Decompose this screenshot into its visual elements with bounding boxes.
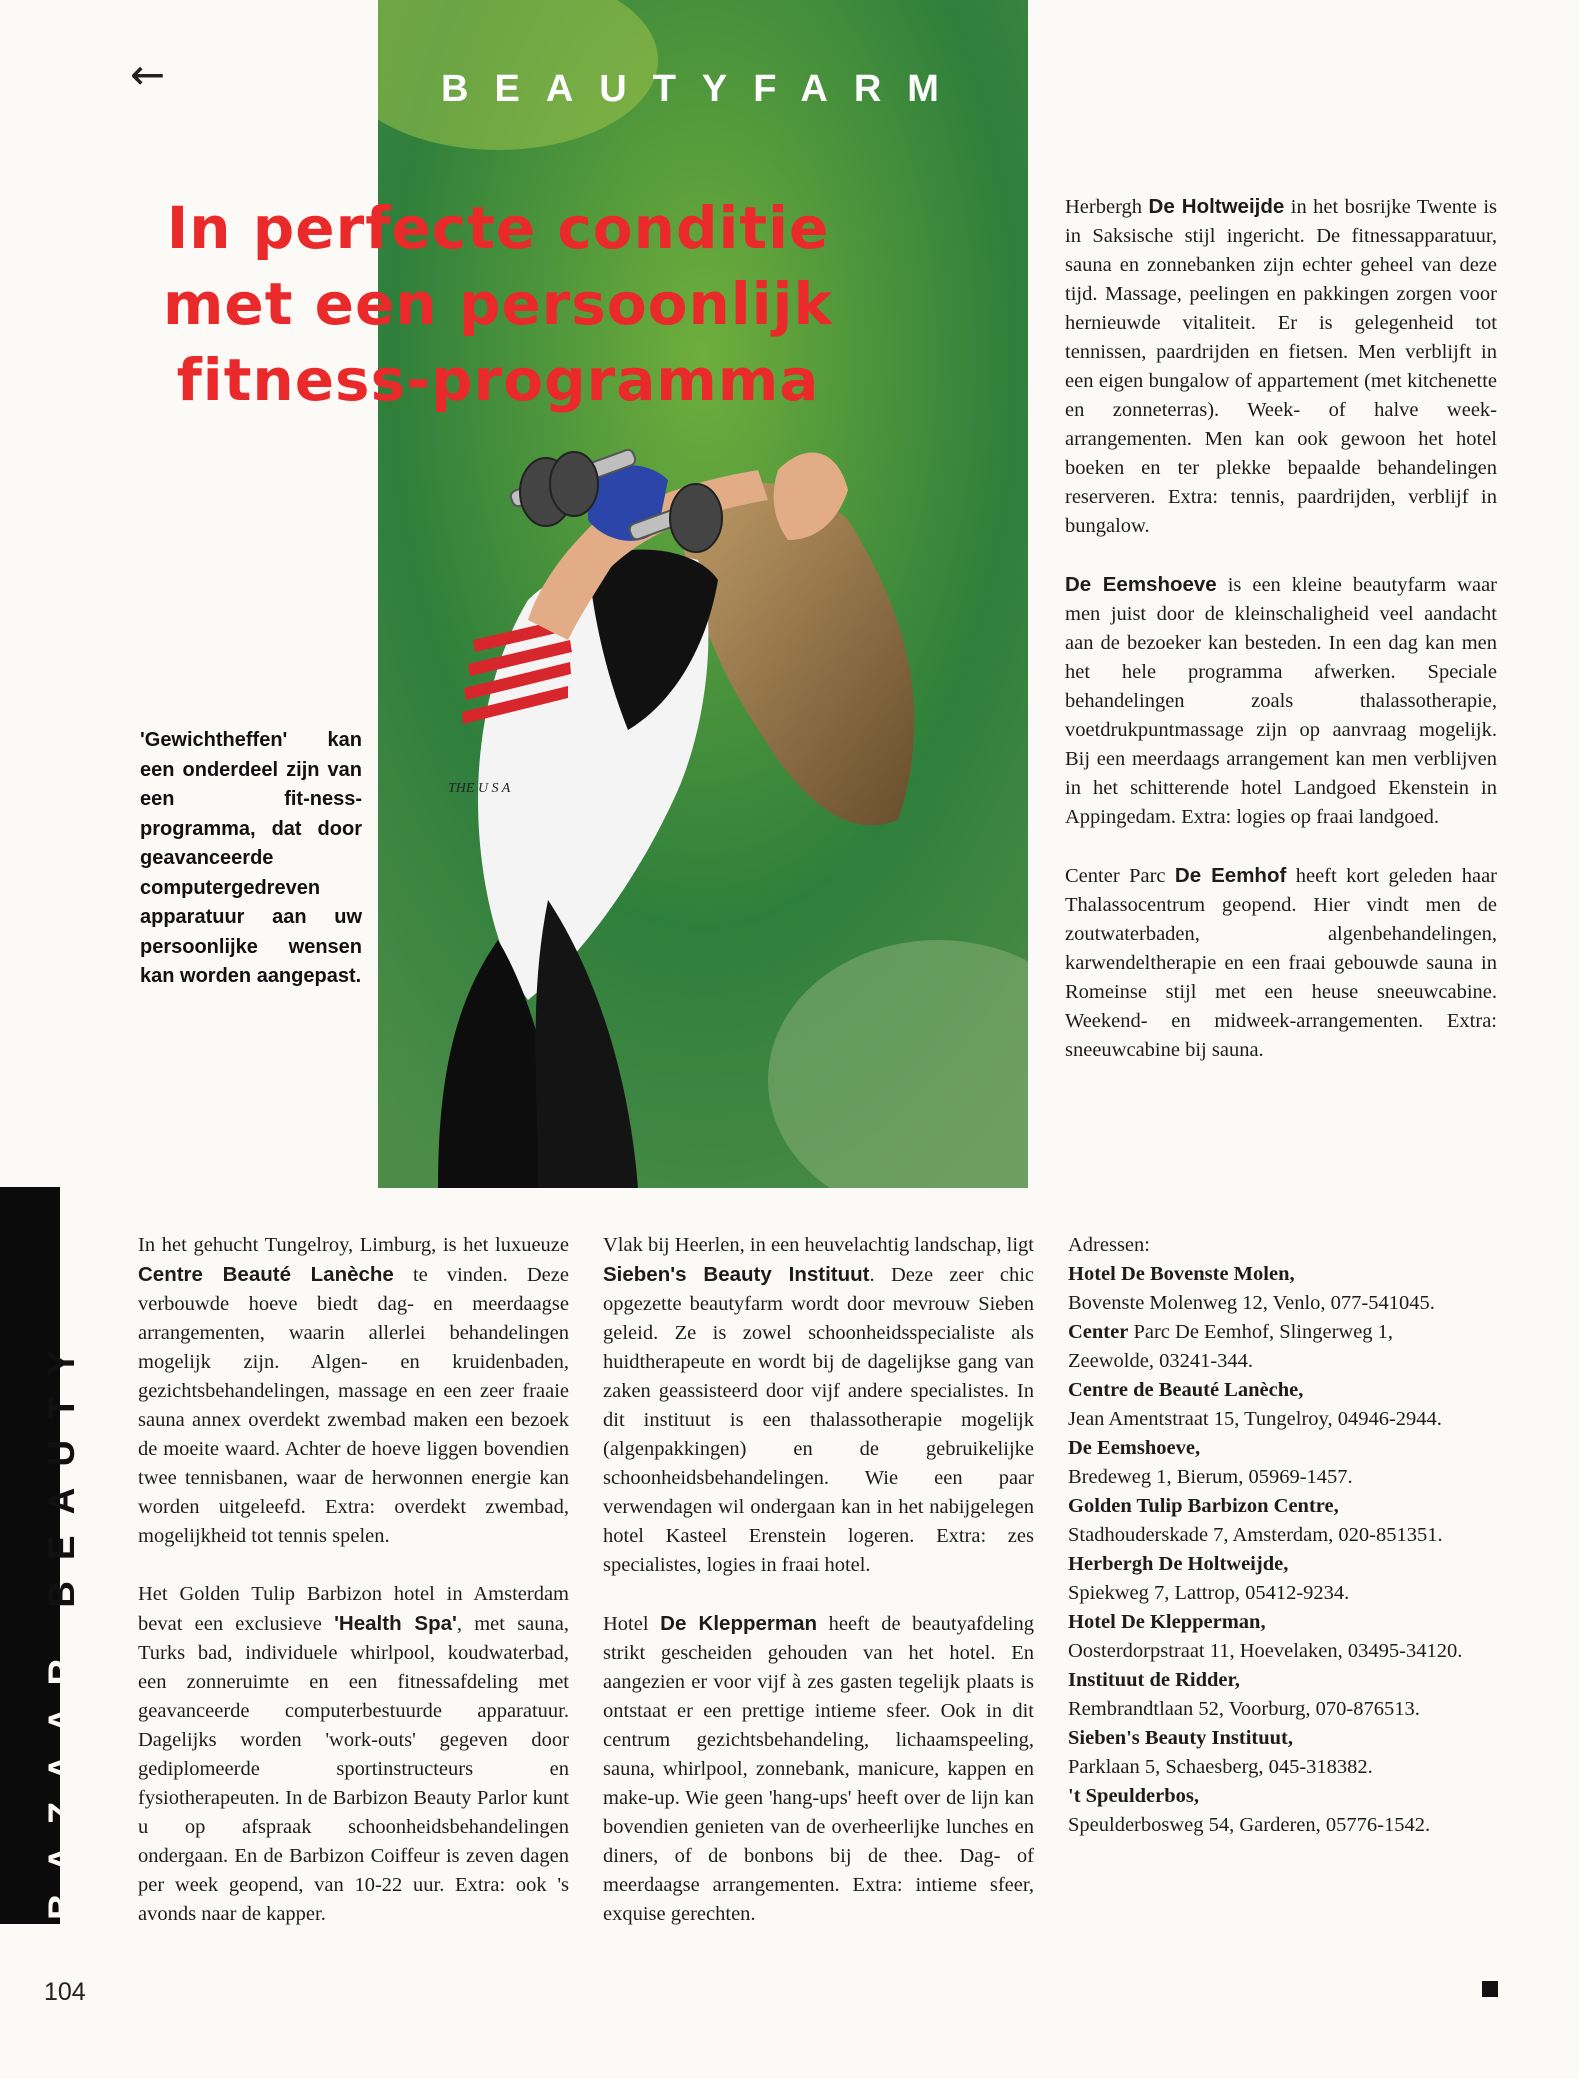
shirt-print: THE U S A xyxy=(448,781,511,796)
paragraph: De Eemshoeve is een kleine beautyfarm waar men juist door de kleinschaligheid veel aandacht aan de bezoeker kan besteden. In een dag kan men het hele programma afwerken. Speciale behandelingen zoals thalassotherapie, voetdrukpuntmassage zijn op aanvraag mogelijk. Bij een meerdaags arrangement kan men verblijven in het schitterende hotel Landgoed Ekenstein in Appingedam. Extra: logies op fraai landgoed. xyxy=(1065,573,1497,828)
venue-name: Sieben's Beauty Instituut xyxy=(603,1263,870,1286)
right-column xyxy=(1065,192,1497,1094)
weightlifter-photo xyxy=(378,0,1028,1188)
paragraph: Vlak bij Heerlen, in een heuvelachtig landschap, ligt Sieben's Beauty Instituut. Deze zeer chic opgezette beautyfarm wordt door mevrouw Sieben geleid. Ze is zowel schoonheidsspecialiste als huidtherapeute en wordt bij de dagelijkse gang van zaken geassisteerd door vijf andere specialistes. In dit instituut is een thalassotherapie mogelijk (algenpakkingen) en de gebruikelijke schoonheidsbehandelingen. Wie een paar verwendagen wil ondergaan kan in het nabijgelegen hotel Kasteel Erenstein logeren. Extra: zes specialistes, logies in fraai hotel. xyxy=(603,1234,1034,1576)
venue-name: De Eemshoeve xyxy=(1065,573,1217,596)
address-item: Centre de Beauté Lanèche, Jean Amentstraat 15, Tungelroy, 04946-2944. xyxy=(1068,1379,1442,1430)
venue-name: Centre Beauté Lanèche xyxy=(138,1263,394,1286)
column-2 xyxy=(603,1231,1034,1958)
headline xyxy=(128,190,868,418)
headline-line: fitness-programma xyxy=(176,346,820,414)
venue-name: 'Health Spa' xyxy=(334,1612,457,1635)
paragraph: Center Parc De Eemhof heeft kort geleden haar Thalassocentrum geopend. Hier vindt men de zoutwaterbaden, algenbehandelingen, karwendeltherapie en een fraai gebouwde sauna in Romeinse stijl met een heuse sneeuwcabine. Weekend- en midweek-arrangementen. Extra: sneeuwcabine bij sauna. xyxy=(1065,864,1497,1061)
address-item: 't Speulderbos, Speulderbosweg 54, Garderen, 05776-1542. xyxy=(1068,1785,1431,1836)
paragraph: Hotel De Klepperman heeft de beautyafdeling strikt gescheiden gehouden van het hotel. En aangezien er voor vijf à zes gasten tegelijk plaats is ontstaat er een prettige intieme sfeer. Ook in dit centrum gezichtsbehandeling, lichaamspeeling, sauna, whirlpool, zonnebank, manicure, kappen en make-up. Wie geen 'hang-ups' heeft over de lijn kan bovendien genieten van de overheerlijke lunches en diners, of de bonbons bij de thee. Dag- of meerdaagse arrangementen. Extra: intieme sfeer, exquise gerechten. xyxy=(603,1612,1034,1925)
paragraph: Het Golden Tulip Barbizon hotel in Amsterdam bevat een exclusieve 'Health Spa', met sauna, Turks bad, individuele whirlpool, koudwaterbad, een zonneruimte en een fitnessafdeling met geavanceerde computerbestuurde apparatuur. Dagelijks worden 'work-outs' gegeven door gediplomeerde sportinstructeurs en fysiotherapeuten. In de Barbizon Beauty Parlor kunt u op afspraak schoonheidsbehandelingen ondergaan. En de Barbizon Coiffeur is zeven dagen per week geopend, van 10-22 uur. Extra: ook 's avonds naar de kapper. xyxy=(138,1583,570,1925)
photo-caption: 'Gewichtheffen' kan een onderdeel zijn van een fit-ness-programma, dat door geavanceerde computergedreven apparatuur aan uw persoonlijke wensen kan worden aangepast. xyxy=(140,729,362,987)
end-mark-icon xyxy=(1482,1981,1498,1997)
venue-name: De Holtweijde xyxy=(1148,195,1285,218)
paragraph: In het gehucht Tungelroy, Limburg, is het luxueuze Centre Beauté Lanèche te vinden. Deze verbouwde hoeve biedt dag- en meerdaagse arrangementen, waarin allerlei behandelingen mogelijk zijn. Algen- en kruidenbaden, gezichtsbehandelingen, massage en een zeer fraaie sauna annex overdekt zwembad maken een bezoek de moeite waard. Achter de hoeve liggen bovendien twee tennisbanen, waar de herwonnen energie kan worden uitgeleefd. Extra: overdekt zwembad, mogelijkheid tot tennis spelen. xyxy=(138,1234,569,1547)
address-item: De Eemshoeve, Bredeweg 1, Bierum, 05969-1457. xyxy=(1068,1437,1353,1488)
headline-line: In perfecte conditie xyxy=(166,194,830,262)
address-item: Instituut de Ridder, Rembrandtlaan 52, Voorburg, 070-876513. xyxy=(1068,1669,1420,1720)
headline-line: met een persoonlijk xyxy=(162,270,834,338)
address-item: Herbergh De Holtweijde, Spiekweg 7, Lattrop, 05412-9234. xyxy=(1068,1553,1350,1604)
spine-word-bazaar: BAZAAR xyxy=(41,1637,82,1920)
column-1 xyxy=(138,1231,569,1958)
address-item: Hotel De Bovenste Molen, Bovenste Molenweg 12, Venlo, 077-541045. xyxy=(1068,1263,1435,1314)
paragraph: Herbergh De Holtweijde in het bosrijke Twente is in Saksische stijl ingericht. De fitnessapparatuur, sauna en zonnebanken zijn echter geheel van deze tijd. Massage, peelingen en pakkingen zorgen voor hernieuwde vitaliteit. Er is gelegenheid tot tennissen, paardrijden en fietsen. Men verblijft in een eigen bungalow of appartement (met kitchenette en zonneterras). Week- of halve week-arrangementen. Men kan ook gewoon het hotel boeken en ter plekke bepaalde behandelingen reserveren. Extra: tennis, paardrijden, verblijf in bungalow. xyxy=(1065,195,1497,537)
address-item: Golden Tulip Barbizon Centre, Stadhouderskade 7, Amsterdam, 020-851351. xyxy=(1068,1495,1443,1546)
hero-photo xyxy=(378,0,1028,1188)
address-item: Hotel De Klepperman, Oosterdorpstraat 11, Hoevelaken, 03495-34120. xyxy=(1068,1611,1463,1662)
address-item: Sieben's Beauty Instituut, Parklaan 5, Schaesberg, 045-318382. xyxy=(1068,1727,1373,1778)
address-list xyxy=(1068,1231,1500,1840)
spine-word-beauty: BEAUTY xyxy=(41,1329,82,1608)
page-number: 104 xyxy=(44,1978,86,2006)
spine-label xyxy=(42,1180,82,1920)
venue-name: De Eemhof xyxy=(1174,864,1287,887)
address-item: Center Parc De Eemhof, Slingerweg 1, Zeewolde, 03241-344. xyxy=(1068,1321,1394,1372)
section-title: BEAUTYFARM xyxy=(441,68,965,110)
venue-name: De Klepperman xyxy=(660,1612,818,1635)
address-heading: Adressen: xyxy=(1068,1234,1150,1256)
back-arrow-icon[interactable]: ← xyxy=(130,50,166,99)
